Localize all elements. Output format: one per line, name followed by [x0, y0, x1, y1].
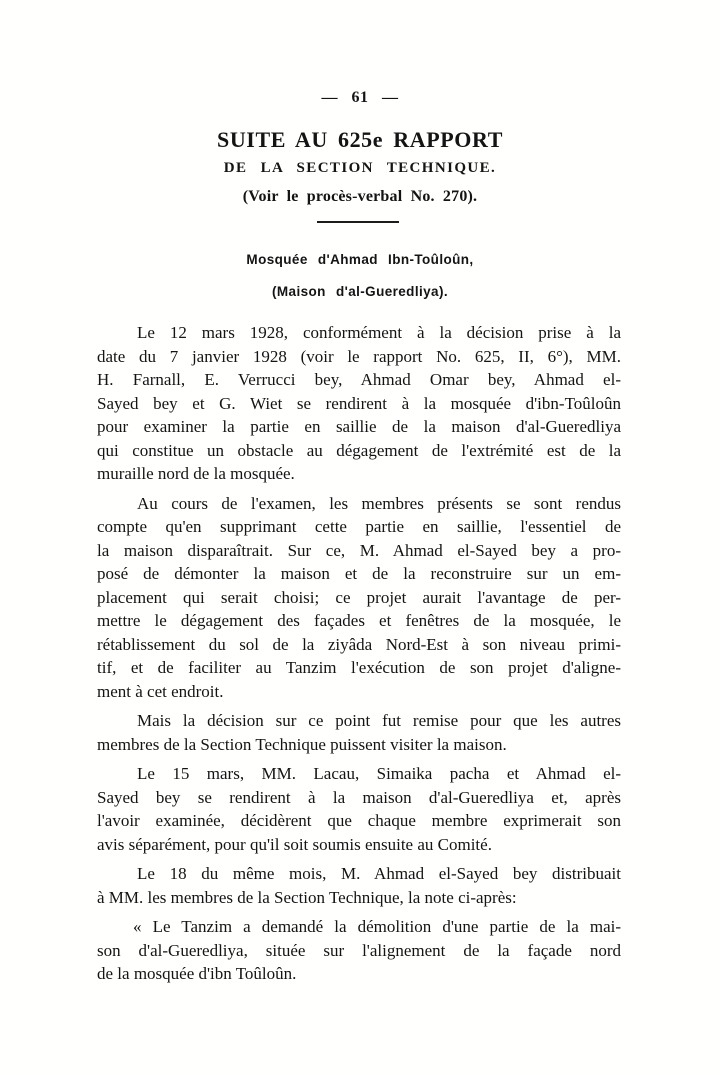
text-line: qui constitue un obstacle au dégagement de l'extrémité est de la	[97, 440, 621, 460]
text-line: membres de la Section Technique puissent visiter la maison.	[97, 734, 507, 754]
text-line: Le 12 mars 1928, conformément à la décision prise à la	[137, 323, 621, 342]
text-line: son d'al-Gueredliya, située sur l'alignement de la façade nord	[97, 940, 621, 960]
text-line: de la mosquée d'ibn Toûloûn.	[97, 964, 297, 983]
body-text	[97, 321, 621, 986]
text-line: avis séparément, pour qu'il soit soumis ensuite au Comité.	[97, 834, 492, 854]
text-line: compte qu'en supprimant cette partie en saillie, l'essentiel de	[97, 517, 621, 536]
paragraph	[97, 492, 621, 704]
text-line: posé de démonter la maison et de la reconstruire sur un em-	[97, 564, 621, 583]
text-line: Sayed bey et G. Wiet se rendirent à la mosquée d'ibn-Toûloûn	[97, 393, 621, 413]
text-line: Au cours de l'examen, les membres présents se sont rendus	[137, 493, 621, 513]
text-line: ment à cet endroit.	[97, 681, 224, 701]
paragraph	[97, 709, 621, 756]
report-subtitle: DE LA SECTION TECHNIQUE.	[223, 160, 497, 176]
text-line: H. Farnall, E. Verrucci bey, Ahmad Omar bey, Ahmad el-	[97, 370, 621, 389]
text-line: la maison disparaîtrait. Sur ce, M. Ahmad el-Sayed bey a pro-	[97, 540, 621, 560]
paragraph	[97, 862, 621, 909]
text-line: Sayed bey se rendirent à la maison d'al-Gueredliya et, après	[97, 787, 621, 807]
paragraph	[97, 762, 621, 856]
report-reference: (Voir le procès-verbal No. 270).	[242, 188, 478, 205]
text-line: rétablissement du sol de la ziyâda Nord-Est à son niveau primi-	[97, 634, 621, 654]
text-line: « Le Tanzim a demandé la démolition d'une partie de la mai-	[133, 917, 621, 936]
text-line: tif, et de faciliter au Tanzim l'exécution de son projet d'aligne-	[97, 658, 621, 677]
page-number: — 61 —	[321, 89, 399, 106]
text-line: l'avoir examinée, décidèrent que chaque membre exprimerait son	[97, 811, 621, 830]
text-line: Mais la décision sur ce point fut remise pour que les autres	[137, 711, 621, 730]
text-line: à MM. les membres de la Section Technique, la note ci-après:	[97, 887, 517, 907]
text-line: Le 18 du même mois, M. Ahmad el-Sayed bey distribuait	[137, 864, 621, 883]
text-line: mettre le dégagement des façades et fenêtres de la mosquée, le	[97, 611, 621, 630]
divider-rule	[317, 221, 399, 223]
text-line: placement qui serait choisi; ce projet aurait l'avantage de per-	[97, 587, 621, 607]
text-line: date du 7 janvier 1928 (voir le rapport No. 625, II, 6°), MM.	[97, 346, 621, 366]
paragraph	[97, 915, 621, 986]
text-line: muraille nord de la mosquée.	[97, 464, 295, 483]
section-title-line1: Mosquée d'Ahmad Ibn-Toûloûn,	[246, 252, 474, 267]
report-title: SUITE AU 625e RAPPORT	[216, 127, 503, 152]
paragraph	[97, 321, 621, 486]
text-line: pour examiner la partie en saillie de la maison d'al-Gueredliya	[97, 417, 621, 436]
text-line: Le 15 mars, MM. Lacau, Simaika pacha et Ahmad el-	[137, 764, 621, 783]
section-title-line2: (Maison d'al-Gueredliya).	[272, 284, 448, 299]
